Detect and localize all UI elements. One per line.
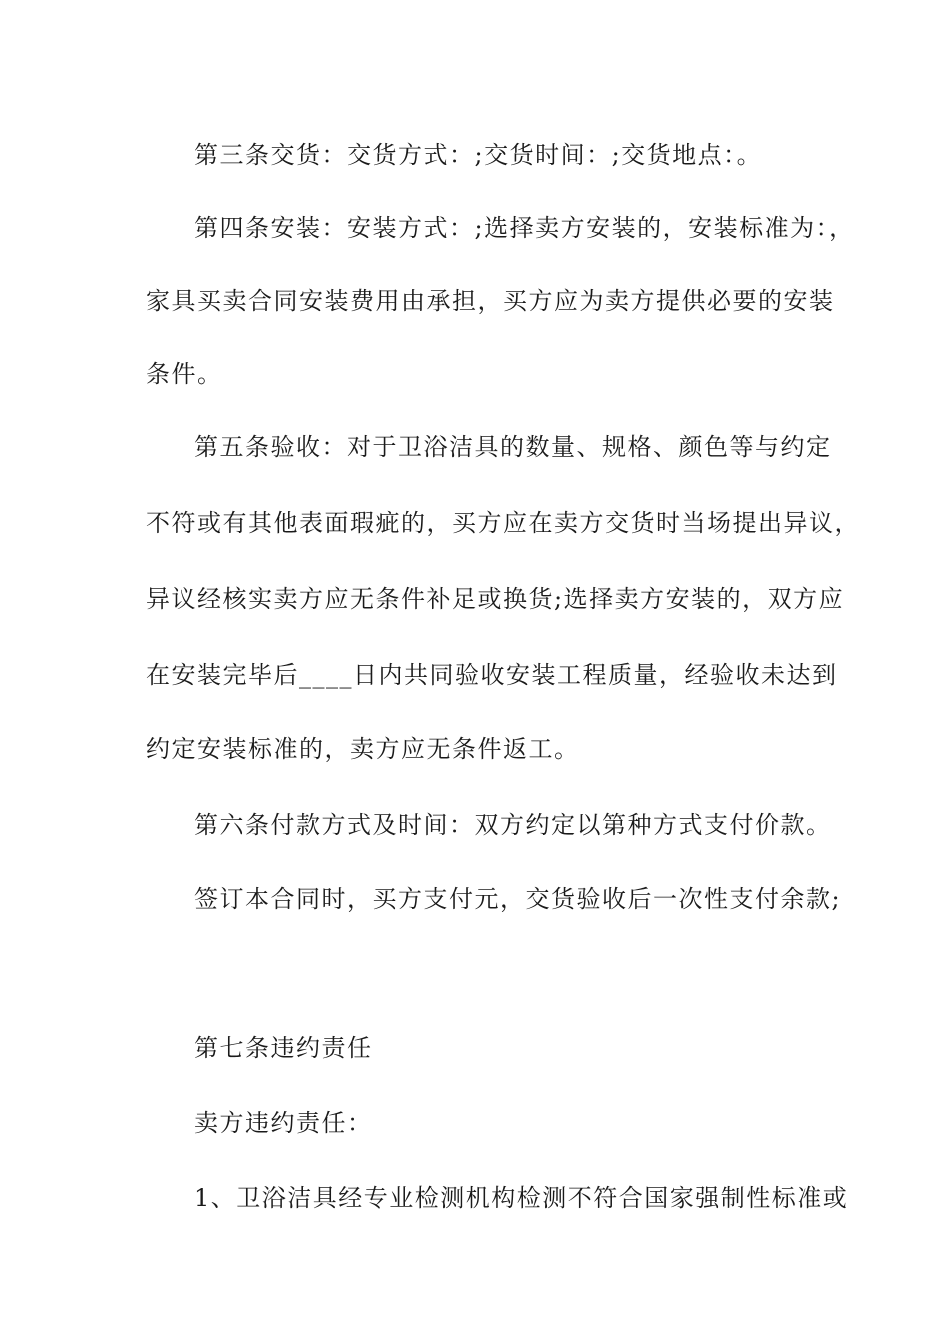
paragraph-article-6-line-1: 第六条付款方式及时间：双方约定以第种方式支付价款。	[194, 811, 832, 839]
paragraph-article-5-line-4: 在安装完毕后____日内共同验收安装工程质量，经验收未达到	[146, 661, 838, 689]
paragraph-article-4-line-3: 条件。	[146, 360, 223, 388]
paragraph-article-5-line-1: 第五条验收：对于卫浴洁具的数量、规格、颜色等与约定	[194, 433, 832, 461]
paragraph-article-5-line-2: 不符或有其他表面瑕疵的，买方应在卖方交货时当场提出异议，	[146, 509, 860, 537]
paragraph-payment-line-1: 签订本合同时，买方支付元，交货验收后一次性支付余款;	[194, 885, 842, 913]
paragraph-article-5-line-5: 约定安装标准的，卖方应无条件返工。	[146, 735, 580, 763]
paragraph-article-3-line-1: 第三条交货：交货方式：;交货时间：;交货地点：。	[194, 141, 763, 169]
paragraph-article-4-line-1: 第四条安装：安装方式：;选择卖方安装的，安装标准为：，	[194, 214, 855, 242]
heading-article-7: 第七条违约责任	[194, 1034, 373, 1062]
paragraph-article-4-line-2: 家具买卖合同安装费用由承担，买方应为卖方提供必要的安装	[146, 287, 835, 315]
paragraph-article-5-line-3: 异议经核实卖方应无条件补足或换货;选择卖方安装的，双方应	[146, 585, 845, 613]
heading-seller-liability: 卖方违约责任：	[194, 1109, 373, 1137]
list-item-1-line-1: 1、卫浴洁具经专业检测机构检测不符合国家强制性标准或	[194, 1184, 849, 1212]
